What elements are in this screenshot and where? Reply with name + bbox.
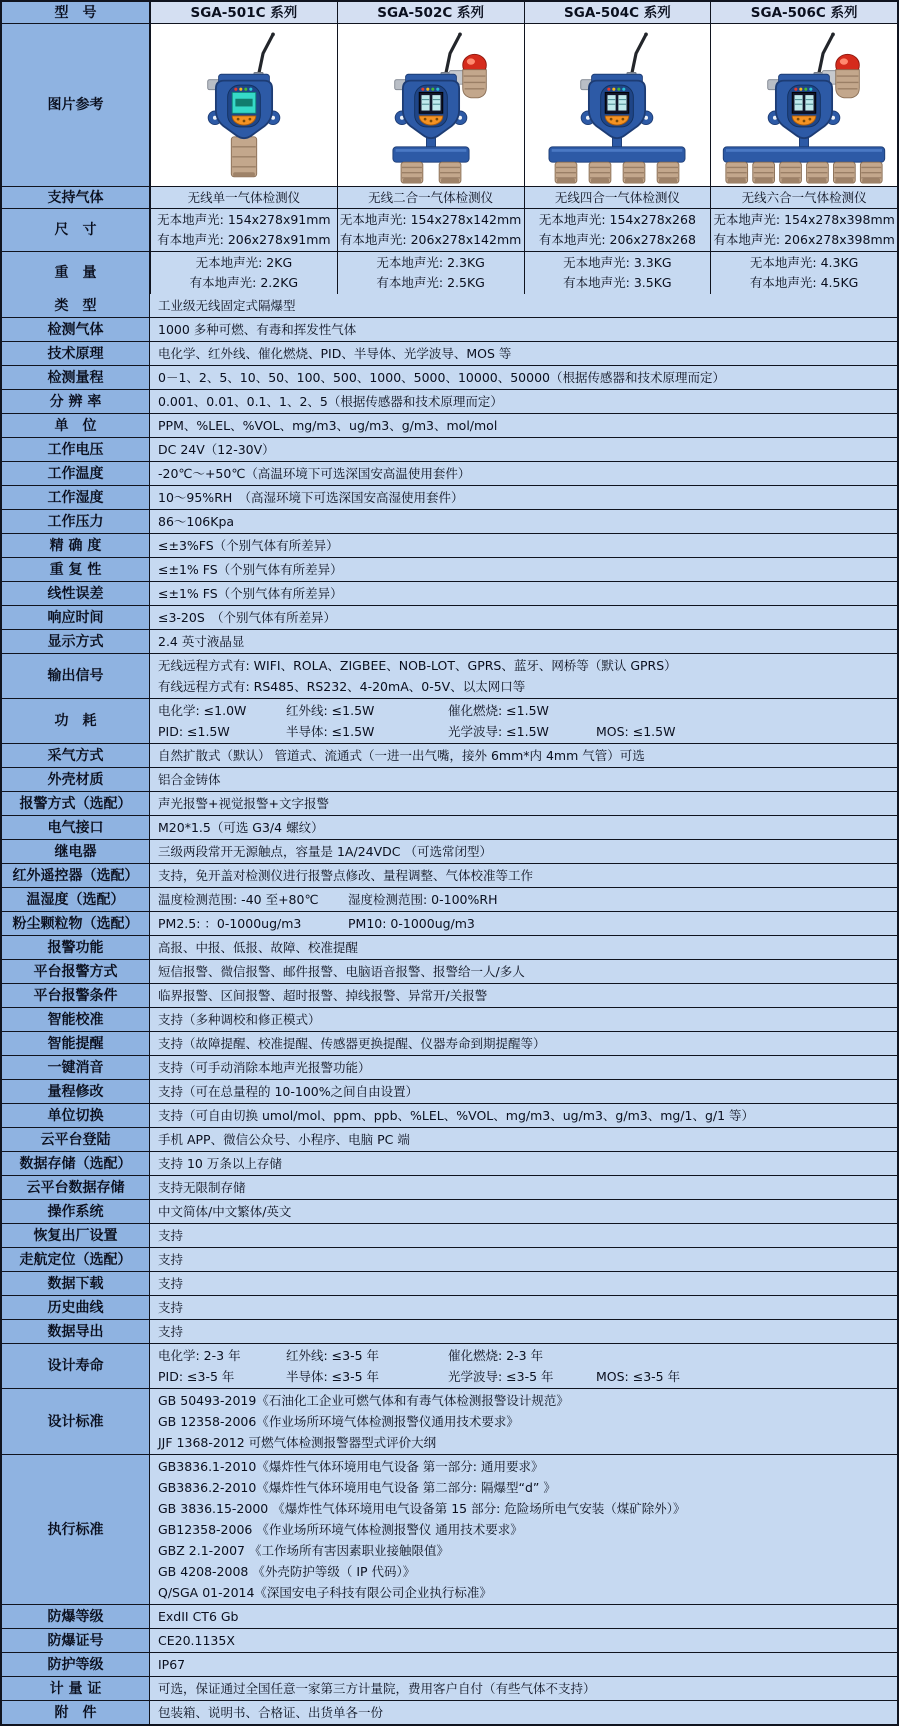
- spec-row-label: 单位切换: [2, 1104, 150, 1127]
- spec-row-value: [150, 1272, 897, 1295]
- spec-row: [2, 1455, 897, 1605]
- spec-row: [2, 840, 897, 864]
- spec-value-line: 自然扩散式（默认） 管道式、流通式（一进一出气嘴，接外 6mm*内 4mm 气管）可选: [158, 748, 645, 763]
- product-value-line: 无线四合一气体检测仪: [554, 189, 680, 205]
- spec-row-label: 检测量程: [2, 366, 150, 389]
- spec-row-label: 设计标准: [2, 1389, 150, 1454]
- product-value-cell: [337, 252, 524, 294]
- product-value-cell: [524, 187, 711, 208]
- spec-value-line: 支持，免开盖对检测仪进行报警点修改、量程调整、气体校准等工作: [158, 868, 534, 883]
- spec-row-label: 采气方式: [2, 744, 150, 767]
- spec-row: [2, 768, 897, 792]
- spec-row-value: [150, 1653, 897, 1676]
- spec-value-line: [158, 889, 889, 910]
- product-row-label: 尺 寸: [2, 209, 150, 251]
- spec-row: [2, 1272, 897, 1296]
- spec-row-label: 外壳材质: [2, 768, 150, 791]
- spec-row: [2, 414, 897, 438]
- product-value-cell: [337, 209, 524, 251]
- spec-row: [2, 792, 897, 816]
- product-value-line: 无本地声光: 3.3KG: [563, 255, 672, 270]
- device-image-sga-502c: [337, 24, 524, 186]
- product-value-line: 无本地声光: 154x278x398mm: [713, 212, 895, 227]
- product-value-cell: [524, 209, 711, 251]
- spec-row: [2, 606, 897, 630]
- spec-row-value: [150, 912, 897, 935]
- product-rows: [2, 187, 897, 294]
- spec-row: [2, 582, 897, 606]
- spec-row-label: 数据导出: [2, 1320, 150, 1343]
- spec-row-label: 粉尘颗粒物（选配）: [2, 912, 150, 935]
- spec-row-value: [150, 864, 897, 887]
- spec-row: [2, 888, 897, 912]
- spec-row-value: [150, 744, 897, 767]
- spec-row: [2, 1224, 897, 1248]
- spec-value-line: 支持: [158, 1324, 184, 1339]
- product-value-line: 有本地声光: 2.5KG: [376, 275, 485, 290]
- spec-row-label: 智能提醒: [2, 1032, 150, 1055]
- spec-row-label: 分 辨 率: [2, 390, 150, 413]
- spec-row-value: [150, 390, 897, 413]
- spec-value-segment: 催化燃烧: 2-3 年: [448, 1348, 544, 1363]
- spec-row: [2, 1320, 897, 1344]
- spec-row: [2, 1344, 897, 1389]
- spec-row: [2, 699, 897, 744]
- spec-row-value: [150, 342, 897, 365]
- spec-value-line: 三级两段常开无源触点，容量是 1A/24VDC （可选常闭型）: [158, 844, 492, 859]
- spec-value-line: PPM、%LEL、%VOL、mg/m3、ug/m3、g/m3、mol/mol: [158, 418, 498, 433]
- spec-rows: [2, 294, 897, 1724]
- spec-row-value: [150, 816, 897, 839]
- spec-value-line: 0－1、2、5、10、50、100、500、1000、5000、10000、50000（根据传感器和技术原理而定）: [158, 370, 725, 385]
- spec-value-line: ≤±1% FS（个别气体有所差异）: [158, 586, 343, 601]
- product-value-line: 无本地声光: 2KG: [195, 255, 293, 270]
- product-value-line: 有本地声光: 206x278x268: [538, 232, 696, 247]
- spec-row-label: 红外遥控器（选配）: [2, 864, 150, 887]
- product-row: [2, 252, 897, 294]
- spec-row-value: [150, 414, 897, 437]
- spec-row-value: [150, 1629, 897, 1652]
- product-value-line: 无本地声光: 2.3KG: [376, 255, 485, 270]
- spec-row-label: 重 复 性: [2, 558, 150, 581]
- header-model-sga-502c: SGA-502C 系列: [337, 2, 524, 23]
- spec-row: [2, 1701, 897, 1724]
- spec-row: [2, 984, 897, 1008]
- spec-row-value: [150, 438, 897, 461]
- spec-value-line: DC 24V（12-30V）: [158, 442, 275, 457]
- spec-value-line: 高报、中报、低报、故障、校准提醒: [158, 940, 359, 955]
- spec-value-line: 声光报警+视觉报警+文字报警: [158, 796, 329, 811]
- spec-value-segment: MOS: ≤3-5 年: [596, 1369, 681, 1384]
- spec-row-value: [150, 1677, 897, 1700]
- spec-row-label: 精 确 度: [2, 534, 150, 557]
- spec-row-value: [150, 486, 897, 509]
- header-model-label: 型 号: [2, 2, 150, 23]
- spec-value-line: 支持（故障提醒、校准提醒、传感器更换提醒、仪器寿命到期提醒等）: [158, 1036, 546, 1051]
- product-value-line: 无线六合一气体检测仪: [741, 189, 867, 205]
- spec-row-value: [150, 1344, 897, 1388]
- spec-value-line: 支持 10 万条以上存储: [158, 1156, 282, 1171]
- spec-row: [2, 1152, 897, 1176]
- spec-value-line: GBZ 2.1-2007 《工作场所有害因素职业接触限值》: [158, 1543, 449, 1558]
- spec-row: [2, 342, 897, 366]
- spec-row: [2, 462, 897, 486]
- spec-value-segment: 电化学: 2-3 年: [158, 1348, 241, 1363]
- spec-row: [2, 534, 897, 558]
- spec-row-value: [150, 654, 897, 698]
- spec-value-line: 电化学、红外线、催化燃烧、PID、半导体、光学波导、MOS 等: [158, 346, 512, 361]
- product-value-line: 无线二合一气体检测仪: [368, 189, 494, 205]
- spec-row-label: 平台报警条件: [2, 984, 150, 1007]
- spec-row-label: 计 量 证: [2, 1677, 150, 1700]
- product-row: [2, 187, 897, 209]
- image-reference-row: [2, 24, 897, 187]
- spec-value-segment: 红外线: ≤3-5 年: [286, 1348, 380, 1363]
- spec-value-segment: 光学波导: ≤1.5W: [448, 724, 549, 739]
- spec-row: [2, 1104, 897, 1128]
- spec-row-value: [150, 318, 897, 341]
- spec-value-line: [158, 913, 889, 934]
- spec-row-value: [150, 1008, 897, 1031]
- spec-row: [2, 1677, 897, 1701]
- spec-row: [2, 1080, 897, 1104]
- spec-value-line: 支持（多种调校和修正模式）: [158, 1012, 321, 1027]
- spec-row-value: [150, 840, 897, 863]
- spec-row-value: [150, 1104, 897, 1127]
- spec-row-label: 输出信号: [2, 654, 150, 698]
- image-row-label: 图片参考: [2, 24, 150, 186]
- spec-value-line: 1000 多种可燃、有毒和挥发性气体: [158, 322, 357, 337]
- spec-row-value: [150, 936, 897, 959]
- device-image-sga-504c: [524, 24, 711, 186]
- spec-value-line: ≤3-20S （个别气体有所差异）: [158, 610, 337, 625]
- spec-row: [2, 744, 897, 768]
- product-value-line: 无本地声光: 4.3KG: [749, 255, 859, 270]
- spec-value-line: 支持无限制存储: [158, 1180, 246, 1195]
- product-value-line: 无线单一气体检测仪: [187, 189, 301, 205]
- header-model-sga-506c: SGA-506C 系列: [710, 2, 897, 23]
- product-value-line: 无本地声光: 154x278x268: [538, 212, 696, 227]
- spec-value-line: -20℃～+50℃（高温环境下可选深国安高温使用套件）: [158, 466, 471, 481]
- device-image-sga-501c: [150, 24, 337, 186]
- spec-value-line: GB12358-2006 《作业场所环境气体检测报警仪 通用技术要求》: [158, 1522, 523, 1537]
- spec-value-line: 2.4 英寸液晶显: [158, 634, 245, 649]
- spec-row: [2, 1629, 897, 1653]
- spec-value-line: JJF 1368-2012 可燃气体检测报警器型式评价大纲: [158, 1435, 437, 1450]
- spec-value-line: 支持: [158, 1252, 184, 1267]
- product-value-cell: [710, 209, 897, 251]
- spec-value-line: 铝合金铸体: [158, 772, 221, 787]
- spec-value-line: 支持（可手动消除本地声光报警功能）: [158, 1060, 371, 1075]
- spec-value-line: 有线远程方式有: RS485、RS232、4-20mA、0-5V、以太网口等: [158, 679, 526, 694]
- spec-row-label: 恢复出厂设置: [2, 1224, 150, 1247]
- spec-row-value: [150, 1605, 897, 1628]
- product-value-cell: [524, 252, 711, 294]
- product-value-line: 有本地声光: 2.2KG: [189, 275, 299, 290]
- spec-row-label: 云平台登陆: [2, 1128, 150, 1151]
- spec-row-value: [150, 1389, 897, 1454]
- spec-row: [2, 510, 897, 534]
- product-row-label: 重 量: [2, 252, 150, 294]
- spec-row-value: [150, 1176, 897, 1199]
- spec-value-line: GB 4208-2008 《外壳防护等级（ IP 代码）》: [158, 1564, 416, 1579]
- spec-row: [2, 366, 897, 390]
- spec-value-segment: 电化学: ≤1.0W: [158, 703, 247, 718]
- spec-row: [2, 1200, 897, 1224]
- spec-row-label: 继电器: [2, 840, 150, 863]
- spec-row-label: 类 型: [2, 294, 150, 317]
- spec-row-value: [150, 1200, 897, 1223]
- spec-row: [2, 960, 897, 984]
- spec-value-line: [158, 1345, 889, 1366]
- spec-row-label: 防护等级: [2, 1653, 150, 1676]
- spec-row-value: [150, 984, 897, 1007]
- spec-row-value: [150, 606, 897, 629]
- spec-row-label: 单 位: [2, 414, 150, 437]
- spec-value-segment: PID: ≤1.5W: [158, 724, 230, 739]
- spec-row-value: [150, 462, 897, 485]
- spec-row-label: 量程修改: [2, 1080, 150, 1103]
- spec-row-value: [150, 1701, 897, 1724]
- spec-row: [2, 1605, 897, 1629]
- spec-row-label: 电气接口: [2, 816, 150, 839]
- spec-value-segment: 催化燃烧: ≤1.5W: [448, 703, 549, 718]
- spec-value-line: CE20.1135X: [158, 1633, 235, 1648]
- spec-value-line: 支持: [158, 1228, 184, 1243]
- spec-value-line: Q/SGA 01-2014《深国安电子科技有限公司企业执行标准》: [158, 1585, 492, 1600]
- spec-row-value: [150, 630, 897, 653]
- spec-value-line: 中文简体/中文繁体/英文: [158, 1204, 292, 1219]
- product-value-cell: [150, 209, 337, 251]
- spec-value-line: 临界报警、区间报警、超时报警、掉线报警、异常开/关报警: [158, 988, 488, 1003]
- spec-value-segment: MOS: ≤1.5W: [596, 724, 676, 739]
- spec-value-line: GB3836.2-2010《爆炸性气体环境用电气设备 第二部分: 隔爆型“d” 》: [158, 1480, 556, 1495]
- spec-row-label: 云平台数据存储: [2, 1176, 150, 1199]
- spec-row: [2, 1008, 897, 1032]
- spec-value-line: GB3836.1-2010《爆炸性气体环境用电气设备 第一部分: 通用要求》: [158, 1459, 544, 1474]
- spec-row: [2, 1296, 897, 1320]
- spec-value-line: GB 50493-2019《石油化工企业可燃气体和有毒气体检测报警设计规范》: [158, 1393, 569, 1408]
- spec-row-value: [150, 1056, 897, 1079]
- product-value-line: 有本地声光: 4.5KG: [749, 275, 859, 290]
- spec-row-label: 显示方式: [2, 630, 150, 653]
- spec-row-label: 功 耗: [2, 699, 150, 743]
- spec-value-line: 可选，保证通过全国任意一家第三方计量院，费用客户自付（有些气体不支持）: [158, 1681, 596, 1696]
- spec-row-label: 附 件: [2, 1701, 150, 1724]
- spec-row: [2, 438, 897, 462]
- spec-value-line: 10～95%RH （高湿环境下可选深国安高湿使用套件）: [158, 490, 464, 505]
- spec-row: [2, 1032, 897, 1056]
- spec-row: [2, 1653, 897, 1677]
- spec-value-line: ≤±3%FS（个别气体有所差异）: [158, 538, 339, 553]
- spec-row: [2, 630, 897, 654]
- spec-row-value: [150, 294, 897, 317]
- product-row-label: 支持气体: [2, 187, 150, 208]
- spec-value-line: IP67: [158, 1657, 186, 1672]
- spec-value-line: GB 12358-2006《作业场所环境气体检测报警仪通用技术要求》: [158, 1414, 519, 1429]
- spec-row-label: 走航定位（选配）: [2, 1248, 150, 1271]
- spec-row-value: [150, 558, 897, 581]
- spec-row-value: [150, 1224, 897, 1247]
- spec-value-segment: 温度检测范围: -40 至+80℃: [158, 892, 319, 907]
- spec-row-value: [150, 1128, 897, 1151]
- product-value-cell: [337, 187, 524, 208]
- spec-row: [2, 1389, 897, 1455]
- spec-row: [2, 486, 897, 510]
- spec-row: [2, 294, 897, 318]
- spec-value-segment: PM2.5: ：0-1000ug/m3: [158, 916, 302, 931]
- product-value-line: 有本地声光: 206x278x91mm: [157, 232, 331, 247]
- spec-value-line: 0.001、0.01、0.1、1、2、5（根据传感器和技术原理而定）: [158, 394, 503, 409]
- spec-row: [2, 816, 897, 840]
- spec-row-label: 报警方式（选配）: [2, 792, 150, 815]
- spec-row: [2, 1248, 897, 1272]
- spec-row-label: 工作湿度: [2, 486, 150, 509]
- product-row: [2, 209, 897, 252]
- spec-row-label: 响应时间: [2, 606, 150, 629]
- spec-row: [2, 1128, 897, 1152]
- spec-value-segment: 半导体: ≤3-5 年: [286, 1369, 380, 1384]
- spec-row-value: [150, 582, 897, 605]
- spec-row-value: [150, 699, 897, 743]
- spec-value-segment: 光学波导: ≤3-5 年: [448, 1369, 554, 1384]
- spec-value-line: 手机 APP、微信公众号、小程序、电脑 PC 端: [158, 1132, 410, 1147]
- table-header-row: [2, 2, 897, 24]
- spec-row-value: [150, 1152, 897, 1175]
- spec-row-label: 报警功能: [2, 936, 150, 959]
- spec-row-label: 数据存储（选配）: [2, 1152, 150, 1175]
- spec-value-line: 无线远程方式有: WIFI、ROLA、ZIGBEE、NOB-LOT、GPRS、蓝牙、网桥等（默认 GPRS）: [158, 658, 677, 673]
- spec-row: [2, 1056, 897, 1080]
- spec-row-value: [150, 888, 897, 911]
- spec-value-segment: PM10: 0-1000ug/m3: [348, 916, 475, 931]
- spec-row-label: 平台报警方式: [2, 960, 150, 983]
- spec-row-value: [150, 1320, 897, 1343]
- spec-value-line: 支持: [158, 1300, 184, 1315]
- product-value-line: 无本地声光: 154x278x91mm: [157, 212, 331, 227]
- spec-row-label: 操作系统: [2, 1200, 150, 1223]
- header-model-sga-501c: SGA-501C 系列: [150, 2, 337, 23]
- spec-value-segment: PID: ≤3-5 年: [158, 1369, 235, 1384]
- spec-value-line: [158, 700, 889, 721]
- spec-value-line: 支持（可自由切换 umol/mol、ppm、ppb、%LEL、%VOL、mg/m3、ug/m3、g/m3、mg/1、g/1 等）: [158, 1108, 755, 1123]
- spec-value-segment: 半导体: ≤1.5W: [286, 724, 375, 739]
- spec-row: [2, 318, 897, 342]
- spec-row-label: 温湿度（选配）: [2, 888, 150, 911]
- spec-value-line: [158, 721, 889, 742]
- spec-row-value: [150, 1080, 897, 1103]
- spec-row: [2, 654, 897, 699]
- spec-row-label: 工作压力: [2, 510, 150, 533]
- spec-value-line: GB 3836.15-2000 《爆炸性气体环境用电气设备第 15 部分: 危险场所电气安装（煤矿除外）》: [158, 1501, 686, 1516]
- spec-value-line: 工业级无线固定式隔爆型: [158, 298, 296, 313]
- spec-row-value: [150, 960, 897, 983]
- spec-value-line: ≤±1% FS（个别气体有所差异）: [158, 562, 343, 577]
- spec-row: [2, 558, 897, 582]
- spec-row-label: 防爆证号: [2, 1629, 150, 1652]
- spec-row-value: [150, 1248, 897, 1271]
- spec-value-line: 支持: [158, 1276, 184, 1291]
- spec-row-label: 智能校准: [2, 1008, 150, 1031]
- spec-value-line: M20*1.5（可选 G3/4 螺纹）: [158, 820, 324, 835]
- spec-row-label: 防爆等级: [2, 1605, 150, 1628]
- spec-row-label: 线性误差: [2, 582, 150, 605]
- spec-row-label: 技术原理: [2, 342, 150, 365]
- spec-row-value: [150, 1032, 897, 1055]
- spec-row-value: [150, 510, 897, 533]
- spec-value-line: ExdII CT6 Gb: [158, 1609, 239, 1624]
- spec-row-label: 历史曲线: [2, 1296, 150, 1319]
- product-value-line: 有本地声光: 3.5KG: [563, 275, 672, 290]
- spec-row: [2, 390, 897, 414]
- spec-row: [2, 936, 897, 960]
- spec-row: [2, 912, 897, 936]
- spec-row-label: 检测气体: [2, 318, 150, 341]
- spec-row-value: [150, 1455, 897, 1604]
- product-value-cell: [710, 187, 897, 208]
- header-model-sga-504c: SGA-504C 系列: [524, 2, 711, 23]
- spec-row-label: 一键消音: [2, 1056, 150, 1079]
- product-value-line: 无本地声光: 154x278x142mm: [339, 212, 522, 227]
- spec-row-label: 执行标准: [2, 1455, 150, 1604]
- spec-row: [2, 1176, 897, 1200]
- product-value-cell: [710, 252, 897, 294]
- device-image-sga-506c: [710, 24, 897, 186]
- spec-value-line: 支持（可在总量程的 10-100%之间自由设置）: [158, 1084, 419, 1099]
- spec-row-value: [150, 534, 897, 557]
- spec-value-segment: 红外线: ≤1.5W: [286, 703, 375, 718]
- spec-value-line: 短信报警、微信报警、邮件报警、电脑语音报警、报警给一人/多人: [158, 964, 525, 979]
- spec-row-value: [150, 768, 897, 791]
- spec-value-line: [158, 1366, 889, 1387]
- spec-row-value: [150, 1296, 897, 1319]
- spec-row-value: [150, 366, 897, 389]
- spec-value-line: 包装箱、说明书、合格证、出货单各一份: [158, 1705, 384, 1720]
- spec-row-label: 工作温度: [2, 462, 150, 485]
- spec-value-segment: 湿度检测范围: 0-100%RH: [348, 892, 498, 907]
- product-value-line: 有本地声光: 206x278x142mm: [339, 232, 522, 247]
- spec-row: [2, 864, 897, 888]
- product-value-cell: [150, 187, 337, 208]
- spec-row-label: 工作电压: [2, 438, 150, 461]
- spec-row-label: 数据下载: [2, 1272, 150, 1295]
- spec-value-line: 86～106Kpa: [158, 514, 235, 529]
- product-value-line: 有本地声光: 206x278x398mm: [713, 232, 895, 247]
- product-value-cell: [150, 252, 337, 294]
- spec-row-label: 设计寿命: [2, 1344, 150, 1388]
- spec-row-value: [150, 792, 897, 815]
